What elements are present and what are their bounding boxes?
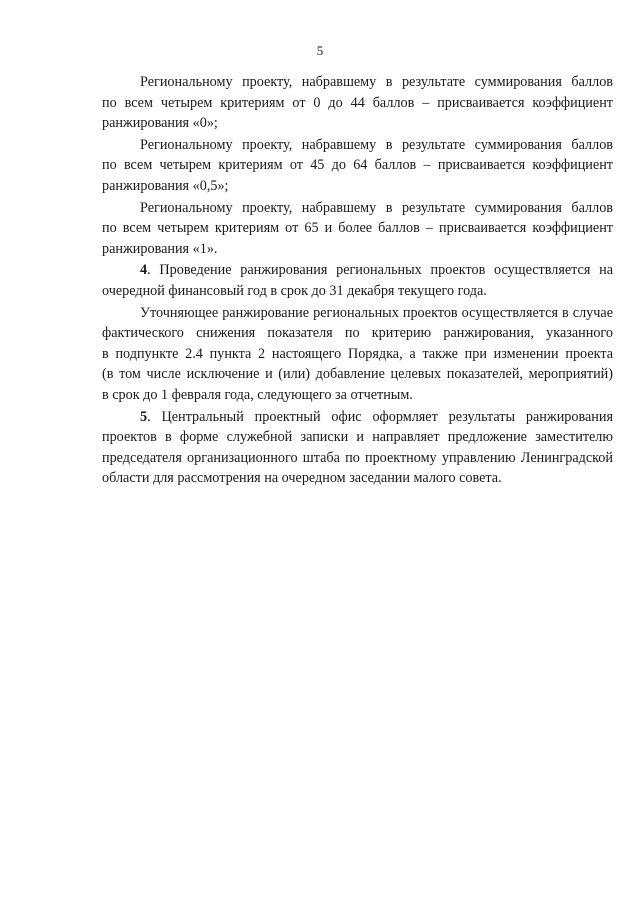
text-line [64,260,613,281]
paragraph-rank-1 [64,198,613,260]
text-line [64,407,613,428]
page-number: 5 [316,43,324,58]
text-line: в срок до 1 февраля года, следующего за отчетным. [102,386,413,403]
item-number: 4 [140,262,148,279]
paragraph-rank-0 [64,72,613,134]
text-line: Региональному проекту, набравшему в результате суммирования баллов [140,136,613,153]
text-line: по всем четырем критериям от 45 до 64 баллов – присваивается коэффициент [102,157,613,174]
paragraph-rank-05 [64,135,613,197]
text-fragment: . Центральный проектный офис оформляет результаты ранжирования [147,408,613,425]
text-fragment: . Проведение ранжирования региональных проектов осуществляется на [147,262,613,279]
text-line: Региональному проекту, набравшему в результате суммирования баллов [140,74,613,90]
text-line: (в том числе исключение и (или) добавление целевых показателей, мероприятий) [102,366,613,383]
text-line: Региональному проекту, набравшему в результате суммирования баллов [140,199,613,216]
paragraph-item-5 [64,407,613,489]
text-line: по всем четырем критериям от 65 и более баллов – присваивается коэффициент [102,220,613,237]
text-line: Уточняющее ранжирование региональных проектов осуществляется в случае [140,304,613,321]
text-line: ранжирования «1». [102,240,218,257]
paragraph-clarifying-ranking [64,303,613,406]
text-line: председателя организационного штаба по проектному управлению Ленинградской [102,449,613,466]
item-number: 5 [140,408,148,425]
text-line: проектов в форме служебной записки и направляет предложение заместителю [102,429,613,446]
document-body [64,72,613,490]
text-line: ранжирования «0,5»; [102,177,229,194]
text-line: ранжирования «0»; [102,115,218,132]
text-line: по всем четырем критериям от 0 до 44 баллов – присваивается коэффициент [102,94,613,111]
paragraph-item-4 [64,260,613,301]
text-line: области для рассмотрения на очередном заседании малого совета. [102,470,502,487]
text-line: фактического снижения показателя по критерию ранжирования, указанного [102,325,613,342]
text-line: в подпункте 2.4 пункта 2 настоящего Порядка, а также при изменении проекта [102,345,613,362]
text-line: очередной финансовый год в срок до 31 декабря текущего года. [102,282,487,299]
